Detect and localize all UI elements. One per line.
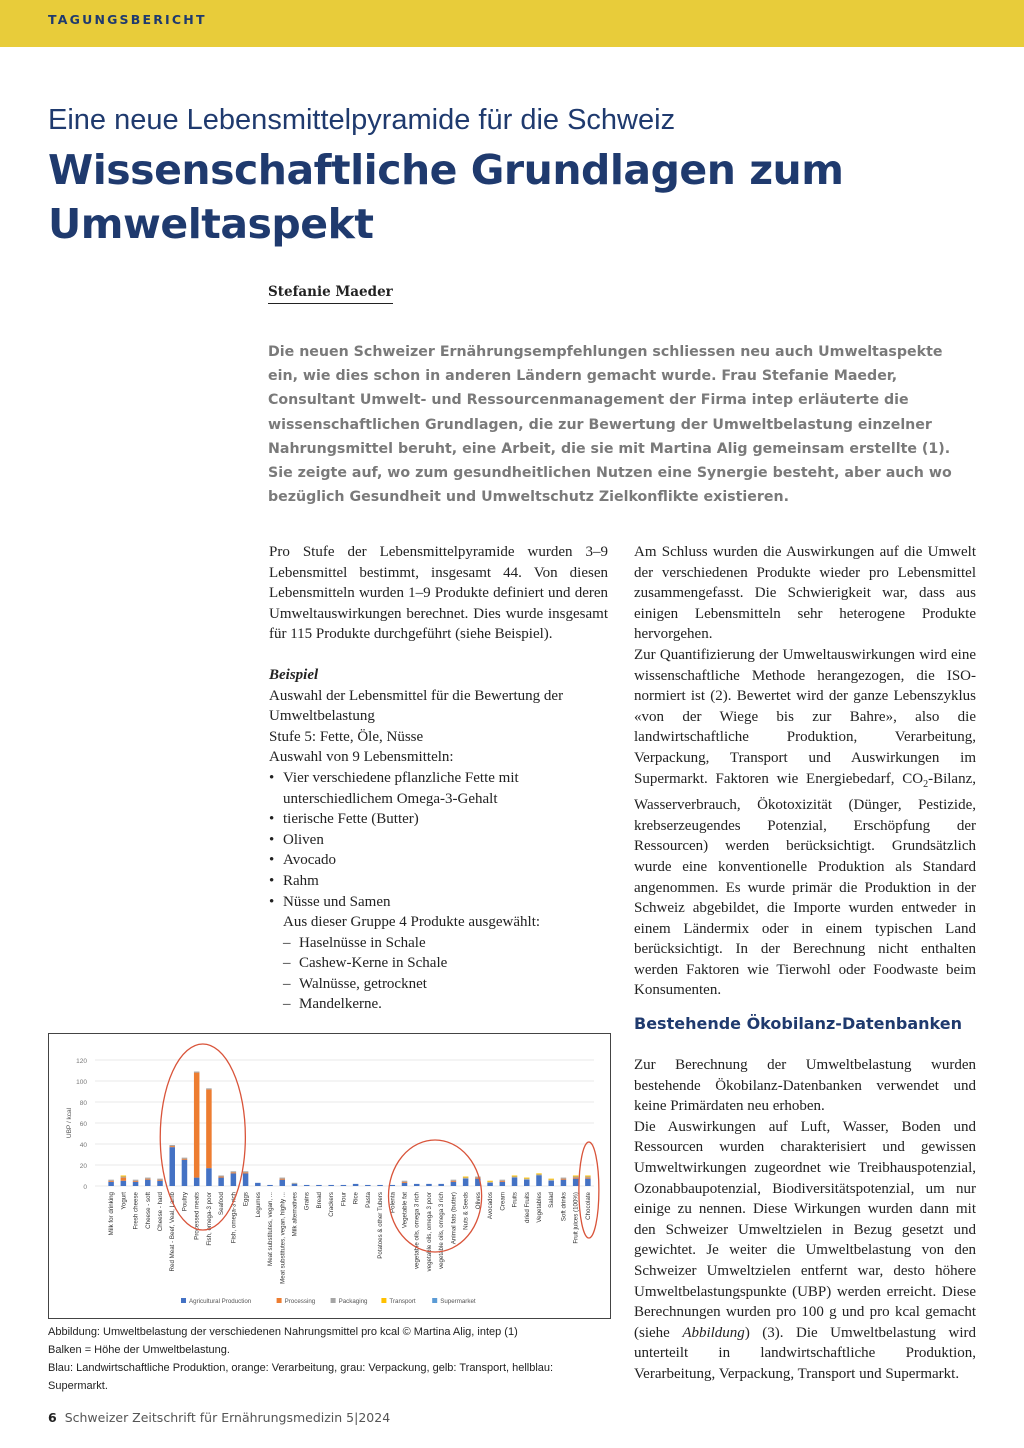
x-tick-label: Fruits <box>511 1192 519 1208</box>
bar-segment <box>463 1178 469 1179</box>
x-tick-label: Yogurt <box>120 1192 128 1210</box>
bar-segment <box>573 1177 579 1178</box>
list-item: – Walnüsse, getrocknet <box>283 974 608 995</box>
annotation-ellipse <box>579 1142 599 1238</box>
bar-segment <box>206 1168 212 1186</box>
y-tick-label: 100 <box>76 1079 87 1086</box>
bar-segment <box>292 1184 298 1186</box>
x-tick-label: Eggs <box>242 1192 250 1207</box>
section-banner <box>0 0 1024 47</box>
list-item: • tierische Fette (Butter) <box>269 809 608 830</box>
beispiel-line: Auswahl von 9 Lebensmitteln: <box>269 749 454 766</box>
paragraph-text: Zur Quantifizierung der Umweltauswirkungen wird eine wissenschaftliche Methode herangezogen, die ISO-normiert ist (2). Bewertet wird der ganze Lebenszyklus «von der Wiege bis zur Bahre», also die landwirtschaftliche Produktion, Verarbeitung, Verpackung, Transport und Auswirkungen im Supermarkt. Faktoren wie Energiebedarf, CO <box>634 646 976 787</box>
bar-segment <box>206 1088 212 1089</box>
bar-segment <box>548 1180 554 1181</box>
x-tick-label: Avocados <box>487 1192 495 1220</box>
x-tick-label: vegetable oils, omega 3 rich <box>438 1192 446 1270</box>
bar-segment <box>377 1185 383 1186</box>
bar-segment <box>280 1180 286 1186</box>
bar-segment <box>438 1184 444 1186</box>
bar-segment <box>536 1174 542 1175</box>
nut-dash-list <box>269 933 608 1015</box>
bar-segment <box>573 1178 579 1179</box>
bar-segment <box>353 1184 359 1186</box>
bar-segment <box>585 1178 591 1179</box>
bar-segment <box>573 1176 579 1177</box>
x-tick-label: Cream <box>499 1192 507 1211</box>
bar-segment <box>536 1173 542 1174</box>
x-tick-label: Nuts & Seeds <box>462 1192 470 1230</box>
bar-segment <box>243 1171 249 1172</box>
x-tick-label: Rice <box>352 1192 360 1205</box>
legend-swatch <box>331 1298 336 1303</box>
bar-segment <box>194 1073 200 1178</box>
annotation-ellipse <box>160 1044 245 1230</box>
bar-segment <box>133 1181 139 1182</box>
legend-swatch <box>181 1298 186 1303</box>
bar-segment <box>524 1180 530 1186</box>
bar-segment <box>500 1180 506 1181</box>
x-tick-label: Meat substitutes, vegan, ... <box>267 1192 275 1266</box>
bar-segment <box>451 1182 457 1186</box>
body-paragraph <box>634 645 976 1001</box>
y-tick-label: 0 <box>83 1184 87 1191</box>
paragraph-italic: Abbildung <box>682 1324 745 1341</box>
bar-segment <box>402 1181 408 1182</box>
subscript: 2 <box>923 778 929 790</box>
bar-segment <box>524 1178 530 1179</box>
bar-segment <box>512 1178 518 1186</box>
bar-segment <box>328 1185 334 1186</box>
x-tick-label: Vegetables <box>535 1192 543 1223</box>
list-item: – Mandelkerne. <box>283 994 608 1015</box>
body-paragraph: Am Schluss wurden die Auswirkungen auf die Umwelt der verschiedenen Produkte wieder pro Lebensmittel zusammengefasst. Die Schwierigkeit war, dass aus einigen Lebensmitteln sehr heterogene Produkte hervorgehen. <box>634 544 976 643</box>
x-tick-label: Flour <box>340 1192 348 1207</box>
bar-segment <box>157 1180 163 1181</box>
bar-segment <box>194 1072 200 1073</box>
bar-segment <box>169 1147 175 1186</box>
legend-swatch <box>432 1298 437 1303</box>
bar-segment <box>243 1172 249 1173</box>
x-tick-label: Meat substitutes, vegan, highly ... <box>279 1192 287 1284</box>
bar-segment <box>108 1181 114 1182</box>
x-tick-label: Cheese - soft <box>144 1192 152 1229</box>
stacked-bar-chart <box>49 1034 610 1318</box>
bar-segment <box>169 1145 175 1146</box>
x-tick-label: Salad <box>548 1192 556 1208</box>
caption-line: Abbildung: Umweltbelastung der verschiedenen Nahrungsmittel pro kcal © Martina Alig, intep (1) <box>48 1326 518 1338</box>
food-bullet-list <box>269 768 608 912</box>
list-item: – Haselnüsse in Schale <box>283 933 608 954</box>
bar-segment <box>524 1179 530 1180</box>
x-tick-label: Seafood <box>218 1192 226 1216</box>
legend-swatch <box>381 1298 386 1303</box>
section-label: TAGUNGSBERICHT <box>48 12 207 27</box>
y-tick-label: 80 <box>79 1100 87 1107</box>
bar-segment <box>157 1179 163 1180</box>
list-item: – Cashew-Kerne in Schale <box>283 953 608 974</box>
bar-segment <box>206 1089 212 1168</box>
bar-segment <box>267 1185 273 1186</box>
bar-segment <box>182 1160 188 1186</box>
bar-segment <box>451 1180 457 1181</box>
article-title: Wissenschaftliche Grundlagen zum Umweltaspekt <box>48 146 844 248</box>
figure-caption <box>48 1323 610 1395</box>
x-tick-label: Red Meat - Beef, Veal, Lamb <box>169 1192 177 1272</box>
paragraph-text: ) (3). Die Umweltbelastung wird unterteilt in landwirtschaftliche Produktion, Verarbeitung, Verpackung, Transport und Supermarkt. <box>634 1324 976 1382</box>
x-tick-label: Milk for drinking <box>108 1192 116 1236</box>
bar-segment <box>194 1178 200 1186</box>
bar-segment <box>108 1182 114 1186</box>
bar-segment <box>463 1177 469 1178</box>
x-tick-label: Soft drinks <box>560 1192 568 1222</box>
bar-segment <box>121 1176 127 1177</box>
x-tick-label: Legumes <box>254 1192 262 1218</box>
y-tick-label: 20 <box>79 1163 87 1170</box>
x-tick-label: Fish, omega-3 rich <box>230 1192 238 1244</box>
list-item: • Rahm <box>269 871 608 892</box>
legend-label: Supermarket <box>440 1298 476 1305</box>
x-tick-label: Cheese - hard <box>157 1192 165 1232</box>
bar-segment <box>341 1185 347 1186</box>
text-column-right-lower <box>634 1055 976 1385</box>
x-tick-label: Olives <box>474 1192 482 1210</box>
bar-segment <box>585 1176 591 1177</box>
x-tick-label: Bread <box>315 1192 323 1209</box>
bar-segment <box>304 1185 310 1186</box>
bar-segment <box>561 1178 567 1179</box>
bar-segment <box>561 1179 567 1180</box>
bar-segment <box>280 1179 286 1180</box>
bar-segment <box>169 1146 175 1147</box>
bar-segment <box>512 1177 518 1178</box>
bar-segment <box>402 1183 408 1186</box>
bar-segment <box>255 1183 261 1186</box>
x-tick-label: Vegetable fat <box>401 1192 409 1229</box>
section-heading: Bestehende Ökobilanz-Datenbanken <box>634 1014 963 1033</box>
bar-segment <box>121 1177 127 1178</box>
bar-segment <box>487 1183 493 1186</box>
bar-segment <box>487 1181 493 1182</box>
bar-segment <box>402 1182 408 1183</box>
x-tick-label: Fruit juices (100%) <box>572 1192 580 1244</box>
y-axis-label: UBP / kcal <box>66 1107 73 1139</box>
kicker-line: Eine neue Lebensmittelpyramide für die Schweiz <box>48 104 676 136</box>
bar-segment <box>133 1182 139 1186</box>
x-tick-label: Crackers <box>328 1192 336 1217</box>
text-column-right <box>634 542 976 1001</box>
bar-segment <box>231 1171 237 1172</box>
bar-segment <box>157 1181 163 1186</box>
beispiel-heading: Beispiel <box>269 666 319 683</box>
intro-paragraph: Pro Stufe der Lebensmittelpyramide wurden 3–9 Lebensmittel bestimmt, insgesamt 44. Von diesen Lebensmitteln wurden 1–9 Produkte definiert und deren Umweltauswirkungen berechnet. Dies wurde insgesamt für 115 Produkte durchgeführt (siehe Beispiel). <box>269 544 608 643</box>
bar-segment <box>280 1178 286 1179</box>
bar-segment <box>451 1181 457 1182</box>
figure-chart <box>48 1033 611 1319</box>
body-paragraph <box>634 1117 976 1385</box>
list-item: • Nüsse und Samen <box>269 892 608 913</box>
paragraph-text: Die Auswirkungen auf Luft, Wasser, Boden und Ressourcen wurden charakterisiert und gewissen Umweltwirkungen zugeordnet wie Treibhauspotenzial, Ozonabbaupotenzial, Biodiversitätspotenzial, um nur einige zu nennen. Diese Wirkungen wurden dann mit den Schweizer Umweltzielen in Bezug gesetzt und gewichtet. Je weiter die Umweltbelastung von den Schweizer Umweltzielen entfernt war, desto höhere Umweltbelastungspunkte (UBP) werden erreicht. Diese Berechnungen wurden pro 100 g und pro kcal gemacht (siehe <box>634 1118 976 1341</box>
lead-text: Die neuen Schweizer Ernährungsempfehlungen schliessen neu auch Umweltaspekte ein, wie dies schon in anderen Ländern gemacht wurde. Frau Stefanie Maeder, Consultant Umwelt- und Ressourcenmanagement der Firma intep erläuterte die wissenschaftlichen Grundlagen, die zur Bewertung der Umweltbelastung einzelner Nahrungsmittel beruht, eine Arbeit, die sie mit Martina Alig gemeinsam erstellte (1). Sie zeigte auf, wo zum gesundheitlichen Nutzen eine Synergie besteht, aber auch wo bezüglich Gesundheit und Umweltschutz Zielkonflikte existieren. <box>268 344 952 506</box>
bar-segment <box>365 1185 371 1186</box>
page-footer <box>48 1410 390 1425</box>
x-tick-label: Chocolate <box>584 1192 592 1220</box>
list-item: • Vier verschiedene pflanzliche Fette mit unterschiedlichem Omega-3-Gehalt <box>269 768 608 809</box>
list-item: • Oliven <box>269 830 608 851</box>
x-tick-label: Potatoes & other Tubers <box>377 1192 385 1259</box>
beispiel-line: Auswahl der Lebensmittel für die Bewertung der Umweltbelastung <box>269 687 564 725</box>
bar-segment <box>414 1184 420 1186</box>
bar-segment <box>292 1183 298 1184</box>
journal-name: Schweizer Zeitschrift für Ernährungsmedizin 5|2024 <box>64 1410 391 1425</box>
bar-segment <box>561 1180 567 1186</box>
x-tick-label: vegetable oils, omega 3 rich <box>413 1192 421 1270</box>
bar-segment <box>218 1177 224 1178</box>
bar-segment <box>500 1181 506 1182</box>
bar-segment <box>133 1180 139 1181</box>
paragraph-text: -Bilanz, Wasserverbrauch, Ökotoxizität (Dünger, Pestizide, krebserzeugendes Potenzial, Erschöpfung der Ressourcen) werden berücksichtigt. Grundsätzlich wurde eine konventionelle Produktion als Standard angenommen. Es wurde primär die Produktion in der Schweiz abgebildet, die Importe wurden entweder in einem Ländermix oder in einem typischen Land berücksichtigt. In der Berechnung nicht enthalten werden Faktoren wie Tierwohl oder Foodwaste beim Konsumenten. <box>634 770 976 999</box>
text-column-left <box>269 542 608 1015</box>
bar-segment <box>121 1181 127 1186</box>
legend-swatch <box>277 1298 282 1303</box>
legend-label: Transport <box>389 1298 416 1305</box>
bar-segment <box>463 1179 469 1186</box>
bar-segment <box>121 1178 127 1181</box>
y-tick-label: 120 <box>76 1058 87 1065</box>
bar-segment <box>218 1178 224 1186</box>
y-tick-label: 40 <box>79 1142 87 1149</box>
beispiel-line: Stufe 5: Fette, Öle, Nüsse <box>269 728 424 745</box>
bar-segment <box>426 1184 432 1186</box>
author-name: Stefanie Maeder <box>268 284 393 304</box>
lead-paragraph <box>268 340 968 509</box>
caption-line: Blau: Landwirtschaftliche Produktion, orange: Verarbeitung, grau: Verpackung, gelb: Transport, hellblau: Supermarkt. <box>48 1362 554 1392</box>
bar-segment <box>500 1182 506 1186</box>
x-tick-label: Milk alternatives <box>291 1192 299 1237</box>
x-tick-label: dried Fruits <box>523 1192 531 1223</box>
bar-segment <box>536 1176 542 1187</box>
legend-label: Packaging <box>338 1298 368 1305</box>
x-tick-label: vegetable oils, omega 3 poor <box>425 1192 433 1272</box>
bar-segment <box>182 1159 188 1160</box>
bar-segment <box>390 1185 396 1186</box>
bar-segment <box>231 1173 237 1186</box>
bar-segment <box>243 1173 249 1186</box>
legend-label: Processing <box>284 1298 316 1305</box>
y-tick-label: 60 <box>79 1121 87 1128</box>
bar-segment <box>585 1177 591 1178</box>
bar-segment <box>182 1158 188 1159</box>
bar-segment <box>585 1179 591 1186</box>
bar-segment <box>145 1179 151 1180</box>
bar-segment <box>108 1180 114 1181</box>
x-tick-label: Animal fats (butter) <box>450 1192 458 1245</box>
bar-segment <box>145 1180 151 1186</box>
x-tick-label: Processed meats <box>193 1192 201 1240</box>
body-paragraph: Zur Berechnung der Umweltbelastung wurden bestehende Ökobilanz-Datenbanken verwendet und keine Primärdaten neu erhoben. <box>634 1057 976 1115</box>
bar-segment <box>548 1181 554 1186</box>
bar-segment <box>316 1185 322 1186</box>
bar-segment <box>512 1176 518 1177</box>
x-tick-label: Polenta <box>389 1192 397 1213</box>
page-number: 6 <box>48 1410 57 1425</box>
bar-segment <box>231 1172 237 1173</box>
legend-label: Agricultural Production <box>189 1298 252 1305</box>
x-tick-label: Fish, omega-3 poor <box>205 1192 213 1246</box>
list-item: • Avocado <box>269 850 608 871</box>
sub-intro: Aus dieser Gruppe 4 Produkte ausgewählt: <box>283 914 541 931</box>
x-tick-label: Pasta <box>364 1192 372 1208</box>
bar-segment <box>145 1178 151 1179</box>
bar-segment <box>573 1179 579 1186</box>
x-tick-label: Grains <box>303 1192 311 1211</box>
x-tick-label: Fresh cheese <box>132 1192 140 1230</box>
bar-segment <box>218 1176 224 1177</box>
bar-segment <box>487 1182 493 1183</box>
caption-line: Balken = Höhe der Umweltbelastung. <box>48 1344 230 1356</box>
bar-segment <box>548 1179 554 1180</box>
x-tick-label: Poultry <box>181 1192 189 1212</box>
